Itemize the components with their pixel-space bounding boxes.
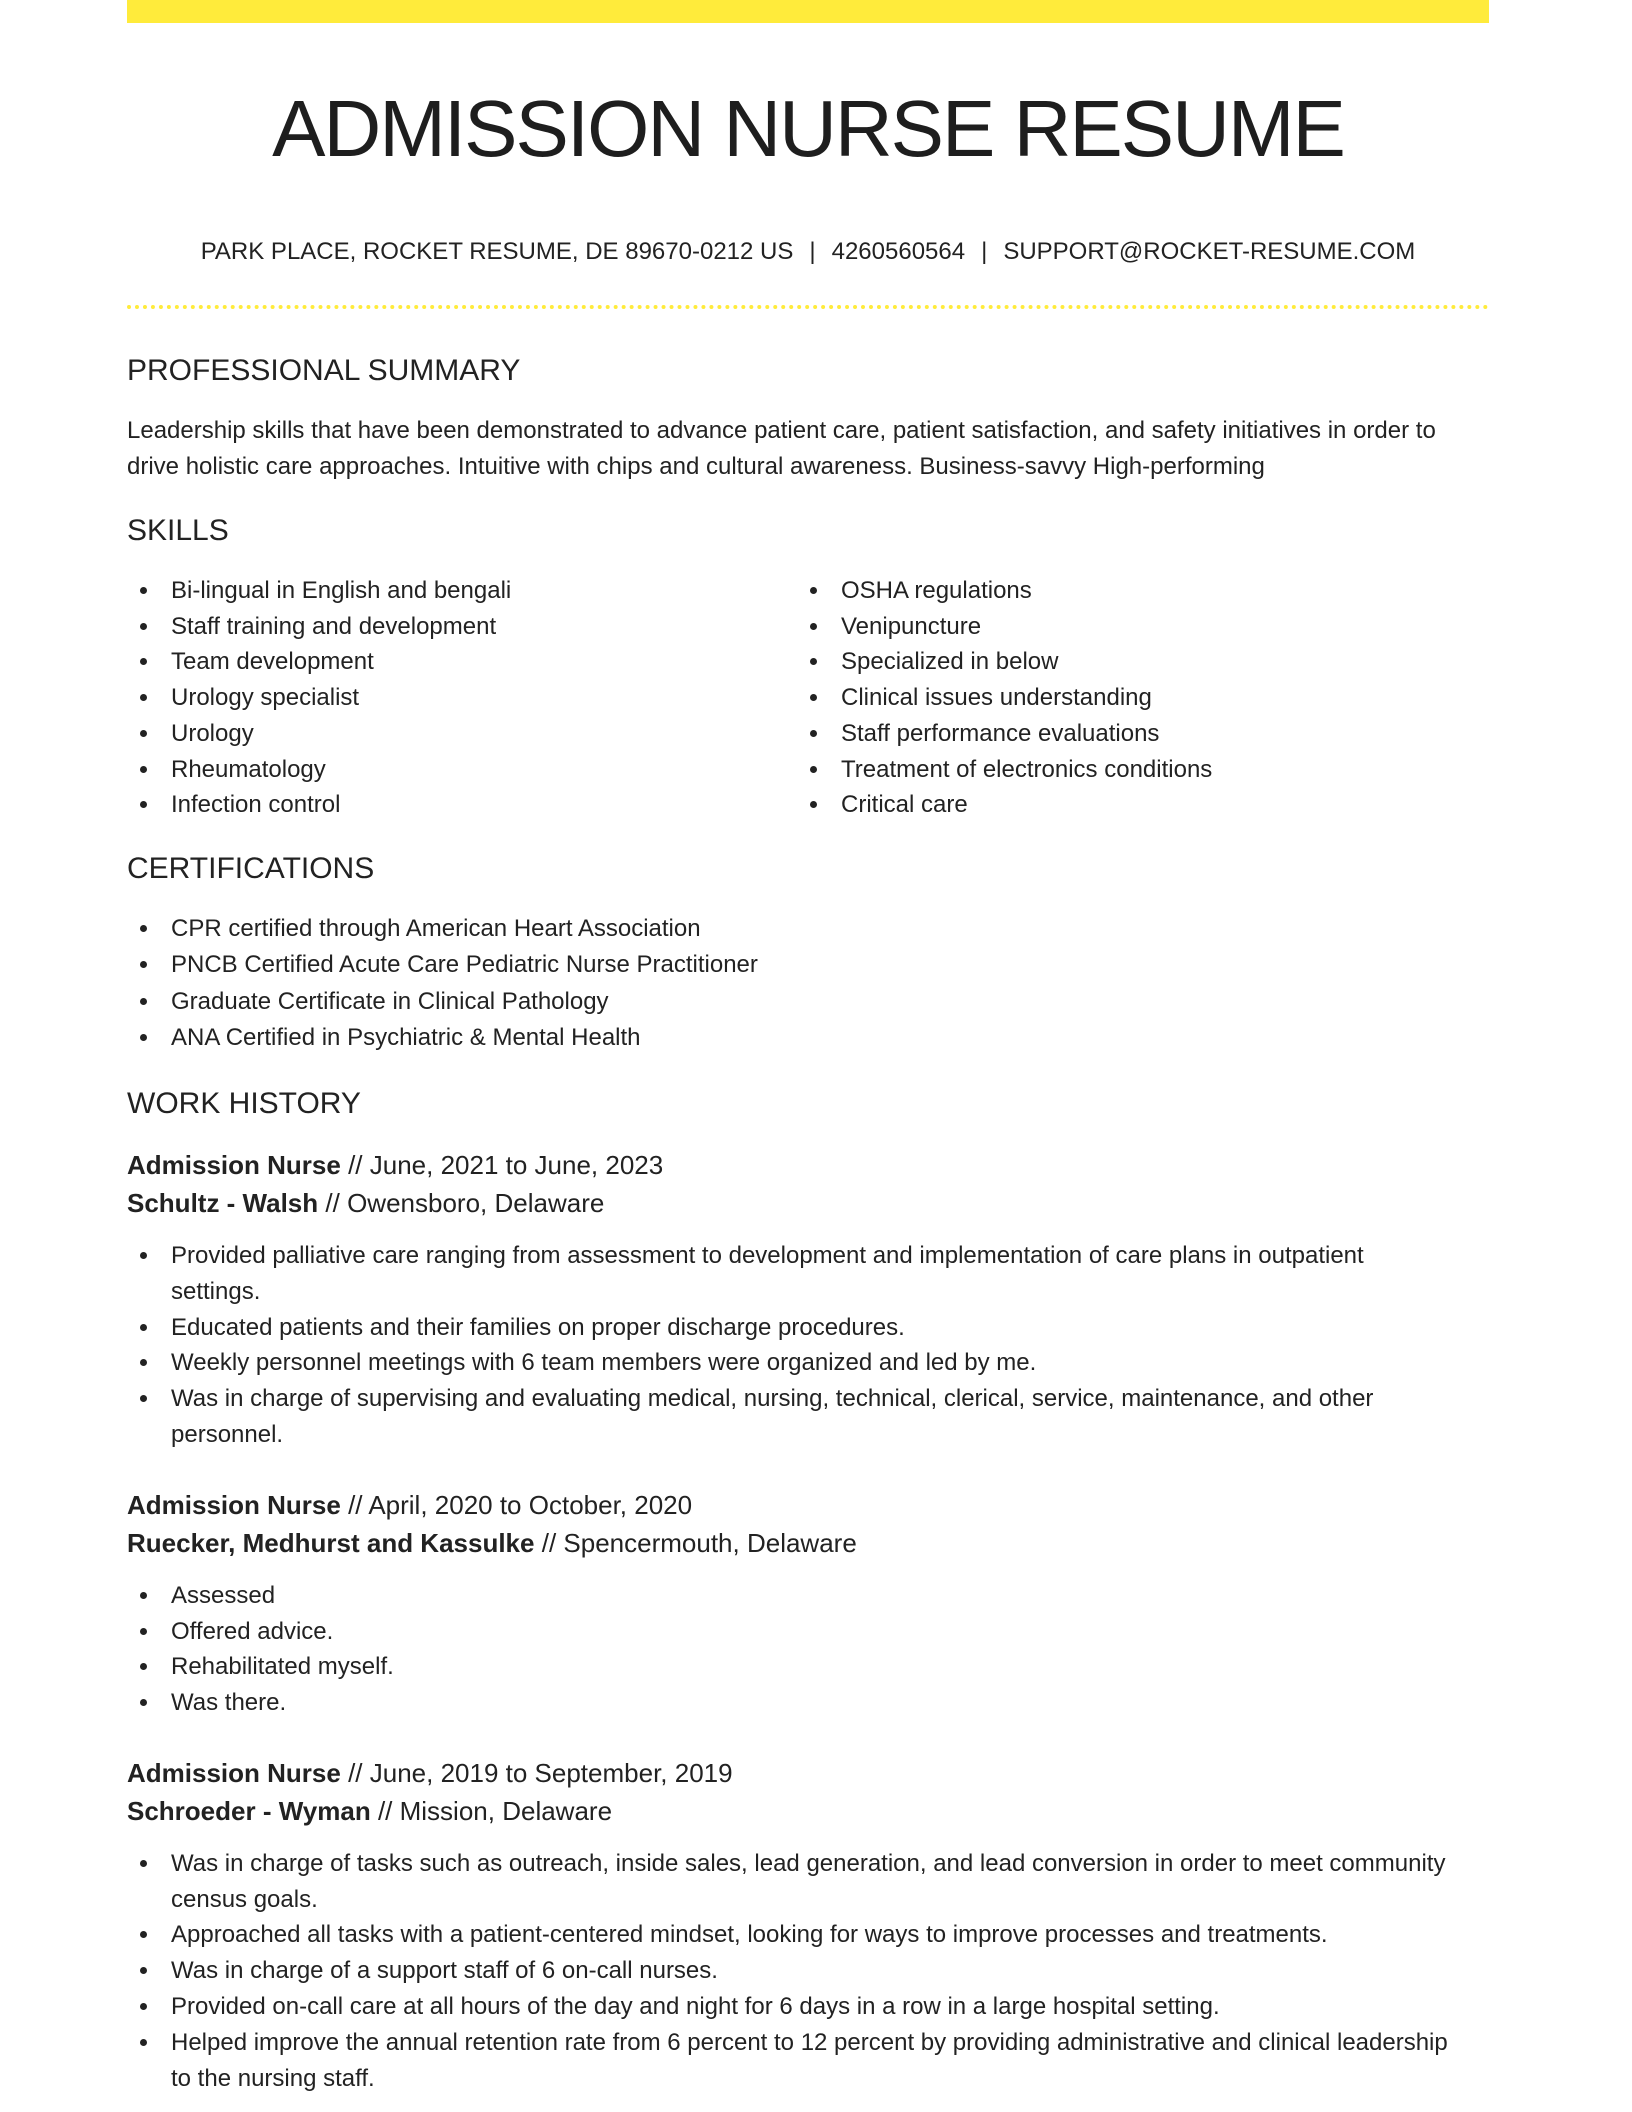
skill-item: OSHA regulations <box>841 573 1489 609</box>
skills-list-left <box>127 573 797 823</box>
skill-item: Specialized in below <box>841 644 1489 680</box>
duty-item: Rehabilitated myself. <box>171 1649 1457 1685</box>
job-company: Ruecker, Medhurst and Kassulke <box>127 1527 535 1558</box>
certification-item: PNCB Certified Acute Care Pediatric Nurse Practitioner <box>171 947 1489 984</box>
job-separator: // <box>541 1527 557 1558</box>
skill-item: Venipuncture <box>841 609 1489 645</box>
skill-item: Clinical issues understanding <box>841 680 1489 716</box>
job-duties-list <box>127 1578 1457 1721</box>
job-separator: // <box>325 1187 340 1218</box>
job-location: Spencermouth, Delaware <box>563 1527 857 1558</box>
skill-item: Urology <box>171 716 797 752</box>
job-title-line <box>127 1486 1489 1524</box>
skills-grid <box>127 573 1489 823</box>
skills-heading: SKILLS <box>127 514 229 547</box>
job-dates: June, 2021 to June, 2023 <box>369 1149 664 1180</box>
job-dates: June, 2019 to September, 2019 <box>369 1757 733 1788</box>
resume-title: ADMISSION NURSE RESUME <box>272 84 1344 173</box>
contact-phone: 4260560564 <box>831 238 966 265</box>
contact-email: SUPPORT@ROCKET-RESUME.COM <box>1003 238 1416 265</box>
duty-item: Provided palliative care ranging from assessment to development and implementation of care plans in outpatient settings. <box>171 1238 1457 1310</box>
certification-item: ANA Certified in Psychiatric & Mental Health <box>171 1020 1489 1057</box>
job-separator: // <box>348 1757 363 1788</box>
summary-heading: PROFESSIONAL SUMMARY <box>127 354 521 387</box>
skill-item: Infection control <box>171 787 797 823</box>
job-title: Admission Nurse <box>127 1149 341 1180</box>
job-title: Admission Nurse <box>127 1489 341 1520</box>
contact-separator: | <box>981 238 988 265</box>
work-history-heading: WORK HISTORY <box>127 1086 361 1120</box>
certifications-heading: CERTIFICATIONS <box>127 851 375 885</box>
skill-item: Critical care <box>841 787 1489 823</box>
skill-item: Staff performance evaluations <box>841 716 1489 752</box>
duty-item: Helped improve the annual retention rate from 6 percent to 12 percent by providing administrative and clinical leadership to the nursing staff. <box>171 2025 1457 2097</box>
job-title-line <box>127 1754 1489 1792</box>
duty-item: Was there. <box>171 1685 1457 1721</box>
job-duties-list <box>127 1846 1457 2097</box>
contact-separator: | <box>809 238 816 265</box>
duty-item: Offered advice. <box>171 1614 1457 1650</box>
duty-item: Approached all tasks with a patient-centered mindset, looking for ways to improve processes and treatments. <box>171 1917 1457 1953</box>
duty-item: Educated patients and their families on proper discharge procedures. <box>171 1310 1457 1346</box>
duty-item: Was in charge of tasks such as outreach, inside sales, lead generation, and lead conversion in order to meet community census goals. <box>171 1846 1457 1918</box>
job-duties-list <box>127 1238 1457 1453</box>
job-company-line <box>127 1524 1489 1562</box>
duty-item: Was in charge of supervising and evaluating medical, nursing, technical, clerical, service, maintenance, and other personnel. <box>171 1381 1457 1453</box>
skill-item: Rheumatology <box>171 752 797 788</box>
job-dates: April, 2020 to October, 2020 <box>368 1489 693 1520</box>
job-company-line <box>127 1184 1489 1222</box>
job-separator: // <box>377 1795 393 1826</box>
duty-item: Assessed <box>171 1578 1457 1614</box>
contact-address: PARK PLACE, ROCKET RESUME, DE 89670-0212 US <box>200 238 794 265</box>
job-company-line <box>127 1792 1489 1830</box>
job-separator: // <box>348 1489 363 1520</box>
accent-bar <box>127 0 1489 23</box>
skill-item: Bi-lingual in English and bengali <box>171 573 797 609</box>
skill-item: Staff training and development <box>171 609 797 645</box>
summary-text: Leadership skills that have been demonstrated to advance patient care, patient satisfaction, and safety initiatives in order to drive holistic care approaches. Intuitive with chips and cultural awareness. Business-savvy High-performing <box>127 417 1436 480</box>
resume-page <box>127 0 1489 2096</box>
duty-item: Weekly personnel meetings with 6 team members were organized and led by me. <box>171 1345 1457 1381</box>
duty-item: Provided on-call care at all hours of the day and night for 6 days in a row in a large hospital setting. <box>171 1989 1457 2025</box>
contact-line <box>127 234 1489 270</box>
job-company: Schroeder - Wyman <box>127 1795 371 1826</box>
job-location: Owensboro, Delaware <box>347 1187 605 1218</box>
job-title-line <box>127 1146 1489 1184</box>
certification-item: CPR certified through American Heart Association <box>171 911 1489 948</box>
skills-list-right <box>797 573 1489 823</box>
skill-item: Urology specialist <box>171 680 797 716</box>
job-separator: // <box>348 1149 363 1180</box>
skill-item: Treatment of electronics conditions <box>841 752 1489 788</box>
job-title: Admission Nurse <box>127 1757 341 1788</box>
duty-item: Was in charge of a support staff of 6 on-call nurses. <box>171 1953 1457 1989</box>
certification-item: Graduate Certificate in Clinical Pathology <box>171 984 1489 1021</box>
skill-item: Team development <box>171 644 797 680</box>
job-location: Mission, Delaware <box>399 1795 613 1826</box>
job-company: Schultz - Walsh <box>127 1187 319 1218</box>
certifications-list <box>127 911 1489 1057</box>
dotted-divider <box>127 305 1489 309</box>
